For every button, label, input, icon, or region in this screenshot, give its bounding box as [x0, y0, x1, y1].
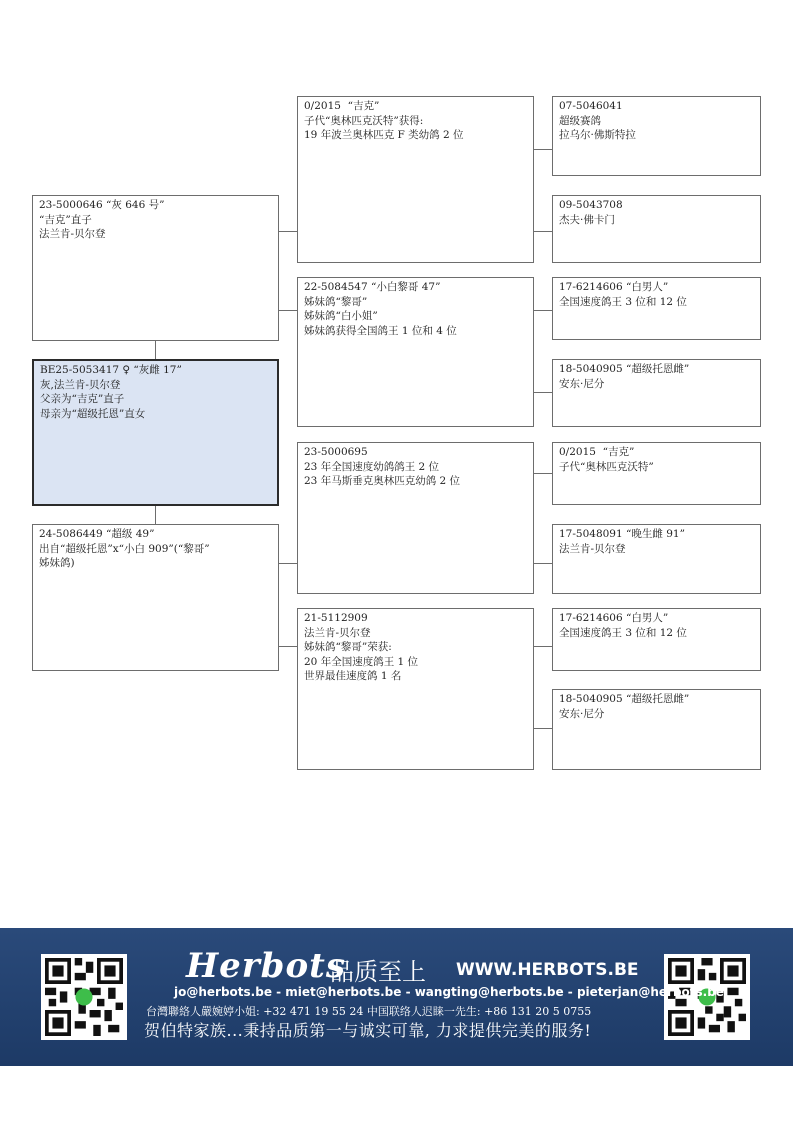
- pedigree-line: 22-5084547 “小白黎哥 47”: [304, 281, 441, 293]
- pedigree-line: 全国速度鸽王 3 位和 12 位: [559, 626, 687, 639]
- slogan: 品质至上: [330, 958, 426, 986]
- pedigree-line: 法兰肯-贝尔登: [304, 626, 371, 639]
- pedigree-line: 23-5000646 “灰 646 号”: [39, 199, 165, 211]
- ddd-box: [552, 689, 761, 770]
- connector: [155, 340, 156, 360]
- pedigree-line: 安东·尼分: [559, 377, 605, 390]
- pedigree-line: 17-6214606 “白男人”: [559, 281, 669, 293]
- pedigree-line: 18-5040905 “超级托恩雌”: [559, 363, 690, 375]
- dss-box: [552, 442, 761, 505]
- pedigree-line: 23 年马斯垂克奥林匹克幼鸽 2 位: [304, 475, 461, 487]
- sire-sire-box: [297, 96, 534, 263]
- connector: [278, 646, 297, 647]
- pedigree-line: 23 年全国速度幼鸽鸽王 2 位: [304, 460, 440, 473]
- ssd-box: [552, 195, 761, 263]
- herbots-logo: Herbots: [186, 946, 346, 986]
- pedigree-line: 世界最佳速度鸽 1 名: [304, 670, 402, 682]
- pedigree-line: 24-5086449 “超级 49”: [39, 528, 155, 540]
- contact-phones: 台灣聯絡人嚴婉婷小姐: +32 471 19 55 24 中国联络人迟睐一先生: +86 131 20 5 0755: [146, 1005, 592, 1018]
- pedigree-line: 0/2015 “吉克”: [559, 446, 635, 458]
- pedigree-line: 19 年波兰奥林匹克 F 类幼鸽 2 位: [304, 129, 464, 141]
- sdd-box: [552, 359, 761, 427]
- connector: [533, 149, 552, 150]
- pedigree-line: 父亲为“吉克”直子: [40, 393, 125, 405]
- pedigree-line: 安东·尼分: [559, 707, 605, 720]
- connector: [533, 310, 552, 311]
- pedigree-line: 杰夫·佛卡门: [559, 213, 615, 226]
- pedigree-line: 子代“奥林匹克沃特”获得:: [304, 114, 424, 127]
- connector: [278, 310, 297, 311]
- pedigree-line: 21-5112909: [304, 612, 368, 624]
- qr-code-icon: [45, 958, 123, 1036]
- pedigree-line: 姊妹鸽“黎哥”荣获:: [304, 641, 392, 653]
- pedigree-line: 法兰肯-贝尔登: [39, 228, 106, 240]
- sss-box: [552, 96, 761, 176]
- pedigree-line: 出自“超级托恩”x“小白 909”(“黎哥”: [39, 542, 210, 555]
- line-app-icon: [75, 988, 92, 1005]
- pedigree-line: 20 年全国速度鸽王 1 位: [304, 655, 419, 668]
- pedigree-line: 超级赛鸽: [559, 114, 601, 127]
- dam-box: [32, 524, 279, 671]
- pedigree-line: 母亲为“超级托恩”直女: [40, 407, 146, 420]
- pedigree-line: 拉乌尔·佛斯特拉: [559, 129, 636, 141]
- connector: [533, 728, 552, 729]
- dds-box: [552, 608, 761, 671]
- subject-box: [32, 359, 279, 506]
- pedigree-line: 17-5048091 “晚生雌 91”: [559, 528, 685, 540]
- pedigree-line: 0/2015 “吉克”: [304, 100, 380, 112]
- pedigree-line: 姊妹鸽获得全国鸽王 1 位和 4 位: [304, 324, 457, 337]
- pedigree-line: 07-5046041: [559, 100, 623, 112]
- pedigree-line: 姊妹鸽): [39, 557, 75, 569]
- dam-sire-box: [297, 442, 534, 594]
- connector: [533, 563, 552, 564]
- qr-code-icon: [41, 954, 127, 1040]
- dsd-box: [552, 524, 761, 594]
- pedigree-line: 姊妹鸽“黎哥”: [304, 295, 368, 308]
- email-list[interactable]: jo@herbots.be - miet@herbots.be - wangting@herbots.be - pieterjan@herbots.be: [174, 985, 724, 999]
- pedigree-line: 全国速度鸽王 3 位和 12 位: [559, 295, 687, 308]
- website-link[interactable]: WWW.HERBOTS.BE: [456, 960, 639, 980]
- connector: [533, 392, 552, 393]
- connector: [155, 505, 156, 525]
- connector: [533, 231, 552, 232]
- pedigree-line: 法兰肯-贝尔登: [559, 542, 626, 555]
- sds-box: [552, 277, 761, 340]
- sire-box: [32, 195, 279, 341]
- pedigree-line: “吉克”直子: [39, 213, 92, 226]
- pedigree-line: 17-6214606 “白男人”: [559, 612, 669, 624]
- pedigree-line: 18-5040905 “超级托恩雌”: [559, 693, 690, 705]
- pedigree-line: BE25-5053417 ♀ “灰雌 17”: [40, 364, 182, 376]
- sire-dam-box: [297, 277, 534, 427]
- motto: 贺伯特家族...秉持品质第一与诚实可靠, 力求提供完美的服务!: [144, 1021, 592, 1040]
- pedigree-line: 子代“奥林匹克沃特”: [559, 460, 654, 473]
- connector: [533, 646, 552, 647]
- connector: [533, 473, 552, 474]
- connector: [278, 563, 297, 564]
- pedigree-line: 23-5000695: [304, 446, 368, 458]
- pedigree-line: 09-5043708: [559, 199, 623, 211]
- dam-dam-box: [297, 608, 534, 770]
- pedigree-line: 姊妹鸽“白小姐”: [304, 310, 378, 322]
- connector: [278, 231, 297, 232]
- pedigree-line: 灰,法兰肯-贝尔登: [40, 378, 121, 391]
